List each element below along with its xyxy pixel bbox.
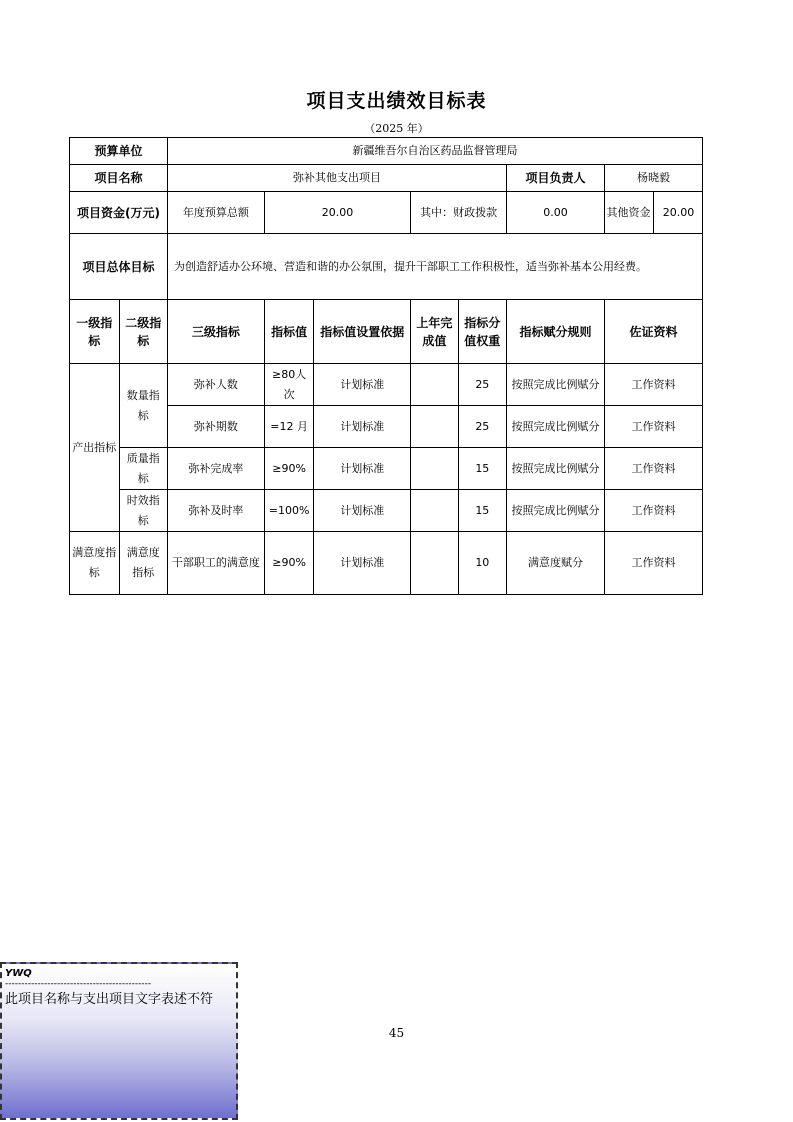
header-rule: 指标赋分规则	[507, 300, 605, 364]
value-cell: ≥80人次	[264, 364, 314, 406]
header-last-year: 上年完成值	[411, 300, 458, 364]
output-indicator-label: 产出指标	[70, 364, 120, 532]
rule-cell: 按照完成比例赋分	[507, 364, 605, 406]
other-funds-label: 其他资金	[604, 192, 654, 234]
comment-divider: ---------------------------------------------	[5, 979, 152, 989]
page-title: 项目支出绩效目标表	[306, 90, 487, 112]
fiscal-allocation-value: 0.00	[507, 192, 605, 234]
fiscal-allocation-label: 其中：财政拨款	[411, 192, 507, 234]
value-cell: =100%	[264, 490, 314, 532]
annual-total-label: 年度预算总额	[167, 192, 264, 234]
header-weight: 指标分值权重	[458, 300, 506, 364]
overall-goal-value: 为创造舒适办公环境、营造和谐的办公氛围，提升干部职工工作积极性，适当弥补基本公用经费。	[167, 234, 702, 300]
header-basis: 指标值设置依据	[314, 300, 411, 364]
value-cell: ≥90%	[264, 448, 314, 490]
last-year-cell	[411, 448, 458, 490]
evidence-cell: 工作资料	[604, 490, 702, 532]
evidence-cell: 工作资料	[604, 448, 702, 490]
funds-label: 项目资金(万元)	[70, 192, 168, 234]
quantity-indicator-label: 数量指标	[119, 364, 167, 448]
project-owner-value: 杨晓毅	[604, 165, 702, 192]
project-owner-label: 项目负责人	[507, 165, 605, 192]
overall-goal-label: 项目总体目标	[70, 234, 168, 300]
weight-cell: 25	[458, 406, 506, 448]
value-cell: ≥90%	[264, 532, 314, 595]
budget-unit-label: 预算单位	[70, 138, 168, 165]
indicator-header-row	[70, 300, 703, 364]
evidence-cell: 工作资料	[604, 406, 702, 448]
indicator-row	[70, 532, 703, 595]
comment-author: YWQ	[5, 968, 32, 979]
basis-cell: 计划标准	[314, 364, 411, 406]
evidence-cell: 工作资料	[604, 364, 702, 406]
header-value: 指标值	[264, 300, 314, 364]
last-year-cell	[411, 532, 458, 595]
weight-cell: 10	[458, 532, 506, 595]
header-level2: 二级指标	[119, 300, 167, 364]
level3-cell: 干部职工的满意度	[167, 532, 264, 595]
last-year-cell	[411, 490, 458, 532]
budget-unit-value: 新疆维吾尔自治区药品监督管理局	[167, 138, 702, 165]
project-funds-row	[70, 192, 703, 234]
rule-cell: 按照完成比例赋分	[507, 490, 605, 532]
level3-cell: 弥补及时率	[167, 490, 264, 532]
other-funds-value: 20.00	[662, 205, 695, 219]
evidence-cell: 工作资料	[604, 532, 702, 595]
value-cell: =12 月	[264, 406, 314, 448]
year-subtitle: （2025 年）	[364, 122, 429, 135]
level3-cell: 弥补期数	[167, 406, 264, 448]
header-level1: 一级指标	[70, 300, 120, 364]
annual-total-value: 20.00	[264, 192, 410, 234]
weight-cell: 25	[458, 364, 506, 406]
basis-cell: 计划标准	[314, 406, 411, 448]
rule-cell: 按照完成比例赋分	[507, 448, 605, 490]
comment-text: 此项目名称与支出项目文字表述不符	[5, 992, 214, 1007]
level3-cell: 弥补人数	[167, 364, 264, 406]
indicator-row	[70, 490, 703, 532]
weight-cell: 15	[458, 448, 506, 490]
quality-indicator-label: 质量指标	[119, 448, 167, 490]
timeliness-indicator-label: 时效指标	[119, 490, 167, 532]
review-comment-note[interactable]	[0, 962, 238, 1120]
rule-cell: 满意度赋分	[507, 532, 605, 595]
last-year-cell	[411, 406, 458, 448]
indicator-row	[70, 364, 703, 406]
basis-cell: 计划标准	[314, 490, 411, 532]
satisfaction-sub-indicator-label: 满意度指标	[119, 532, 167, 595]
header-level3: 三级指标	[167, 300, 264, 364]
page-number: 45	[388, 1026, 405, 1040]
performance-target-table-body	[69, 137, 703, 595]
basis-cell: 计划标准	[314, 448, 411, 490]
overall-goal-row	[70, 234, 703, 300]
weight-cell: 15	[458, 490, 506, 532]
satisfaction-indicator-label: 满意度指标	[70, 532, 120, 595]
level3-cell: 弥补完成率	[167, 448, 264, 490]
rule-cell: 按照完成比例赋分	[507, 406, 605, 448]
last-year-cell	[411, 364, 458, 406]
project-name-label: 项目名称	[70, 165, 168, 192]
project-name-value: 弥补其他支出项目	[167, 165, 506, 192]
indicator-row	[70, 448, 703, 490]
header-evidence: 佐证资料	[604, 300, 702, 364]
basis-cell: 计划标准	[314, 532, 411, 595]
